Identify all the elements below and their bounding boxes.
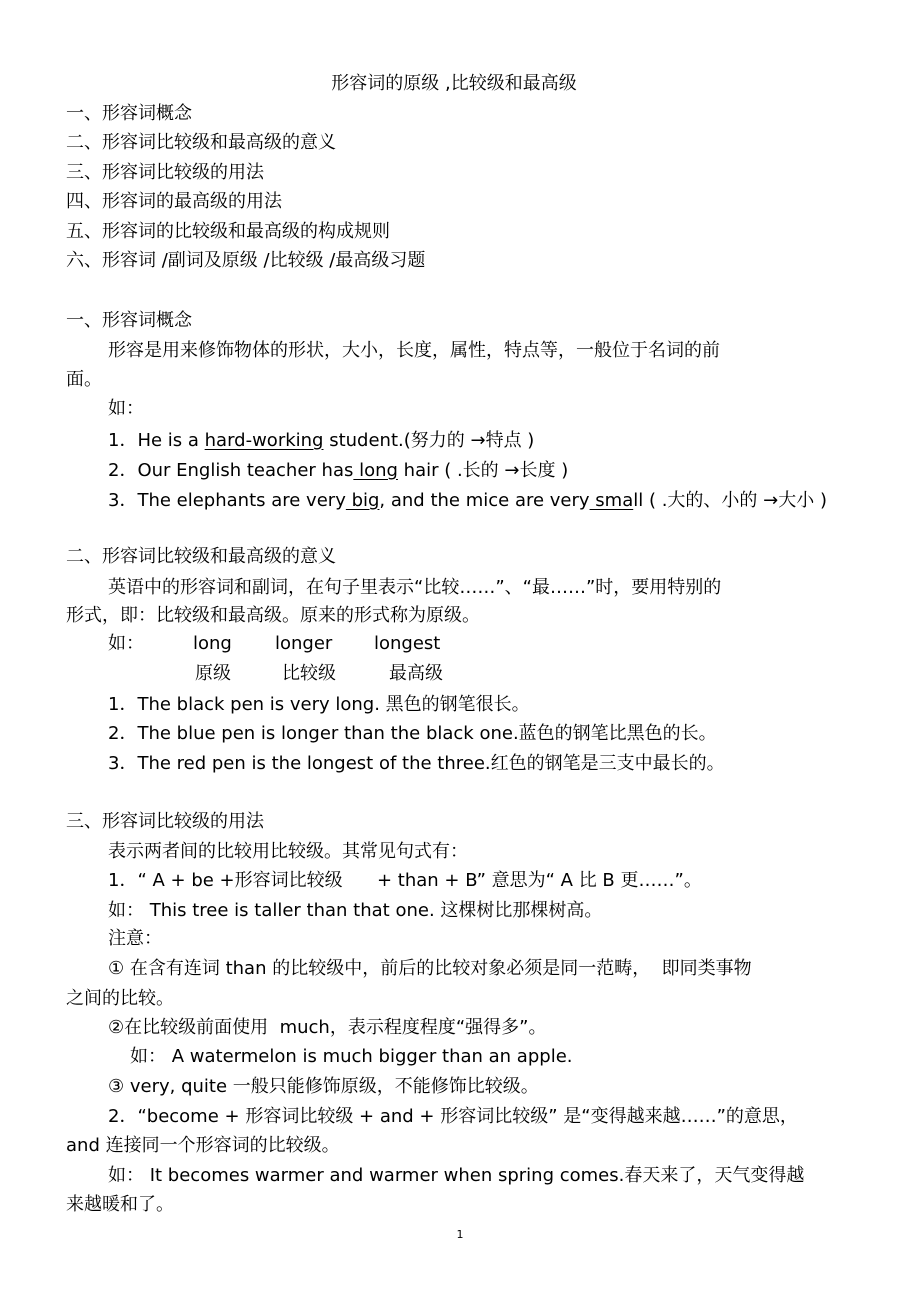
example-sentence: 如： A watermelon is much bigger than an apple.	[130, 1046, 573, 1067]
underlined-word: hard-working	[204, 430, 324, 451]
formula-line: 2．“become + 形容词比较级 + and + 形容词比较级” 是“变得越来越……”的意思，	[108, 1106, 798, 1127]
example-label: 如：	[108, 398, 144, 419]
underlined-word: long	[353, 460, 398, 481]
toc-item: 四、形容词的最高级的用法	[66, 191, 282, 212]
example-sentence: 如： It becomes warmer and warmer when spring comes.春天来了，天气变得越	[108, 1165, 805, 1186]
paragraph-line: 形式，即：比较级和最高级。原来的形式称为原级。	[66, 605, 480, 626]
example-sentence: 来越暖和了。	[66, 1194, 174, 1215]
note-label: 注意：	[108, 928, 162, 949]
toc-item: 三、形容词比较级的用法	[66, 162, 264, 183]
section-heading: 一、形容词概念	[66, 310, 192, 331]
example-sentence: 2．The blue pen is longer than the black one.蓝色的钢笔比黑色的长。	[108, 723, 717, 744]
example-sentence: 1．The black pen is very long. 黑色的钢笔很长。	[108, 694, 530, 715]
example-label: 如：	[108, 633, 144, 654]
section-heading: 三、形容词比较级的用法	[66, 811, 264, 832]
toc-item: 五、形容词的比较级和最高级的构成规则	[66, 221, 390, 242]
note-line: 之间的比较。	[66, 988, 174, 1009]
toc-item: 六、形容词 /副词及原级 /比较级 /最高级习题	[66, 250, 426, 271]
word-positive: long	[193, 633, 232, 654]
note-line: ① 在含有连词 than 的比较级中，前后的比较对象必须是同一范畴， 即同类事物	[108, 958, 752, 979]
formula-line: 1．“ A + be +形容词比较级 + than + B” 意思为“ A 比 B 更……”。	[108, 870, 702, 891]
label-positive: 原级	[195, 663, 231, 684]
section-heading: 二、形容词比较级和最高级的意义	[66, 546, 336, 567]
page-title: 形容词的原级 ,比较级和最高级	[331, 73, 577, 94]
paragraph-line: 表示两者间的比较用比较级。其常见句式有：	[108, 841, 468, 862]
note-line: ③ very, quite 一般只能修饰原级，不能修饰比较级。	[108, 1076, 539, 1097]
paragraph-line: 英语中的形容词和副词，在句子里表示“比较……”、“最……”时，要用特别的	[108, 577, 722, 598]
example-sentence: 2．Our English teacher has long hair ( .长的 →长度 )	[108, 460, 569, 481]
example-sentence: 如： This tree is taller than that one. 这棵树比那棵树高。	[108, 900, 603, 921]
toc-item: 一、形容词概念	[66, 103, 192, 124]
label-superlative: 最高级	[389, 663, 443, 684]
page-number: 1	[456, 1228, 464, 1241]
paragraph-line: and 连接同一个形容词的比较级。	[66, 1135, 340, 1156]
label-comparative: 比较级	[282, 663, 336, 684]
underlined-word: sma	[589, 490, 634, 511]
underlined-word: big	[345, 490, 380, 511]
paragraph-line: 形容是用来修饰物体的形状，大小，长度，属性，特点等，一般位于名词的前	[108, 340, 720, 361]
example-sentence: 3．The red pen is the longest of the three.红色的钢笔是三支中最长的。	[108, 753, 725, 774]
toc-item: 二、形容词比较级和最高级的意义	[66, 132, 336, 153]
example-sentence: 3．The elephants are very big, and the mice are very small ( .大的、小的 →大小 )	[108, 490, 827, 511]
word-superlative: longest	[374, 633, 441, 654]
note-line: ②在比较级前面使用 much，表示程度程度“强得多”。	[108, 1017, 547, 1038]
paragraph-line: 面。	[66, 369, 102, 390]
example-sentence: 1．He is a hard-working student.(努力的 →特点 )	[108, 430, 535, 451]
word-comparative: longer	[275, 633, 333, 654]
